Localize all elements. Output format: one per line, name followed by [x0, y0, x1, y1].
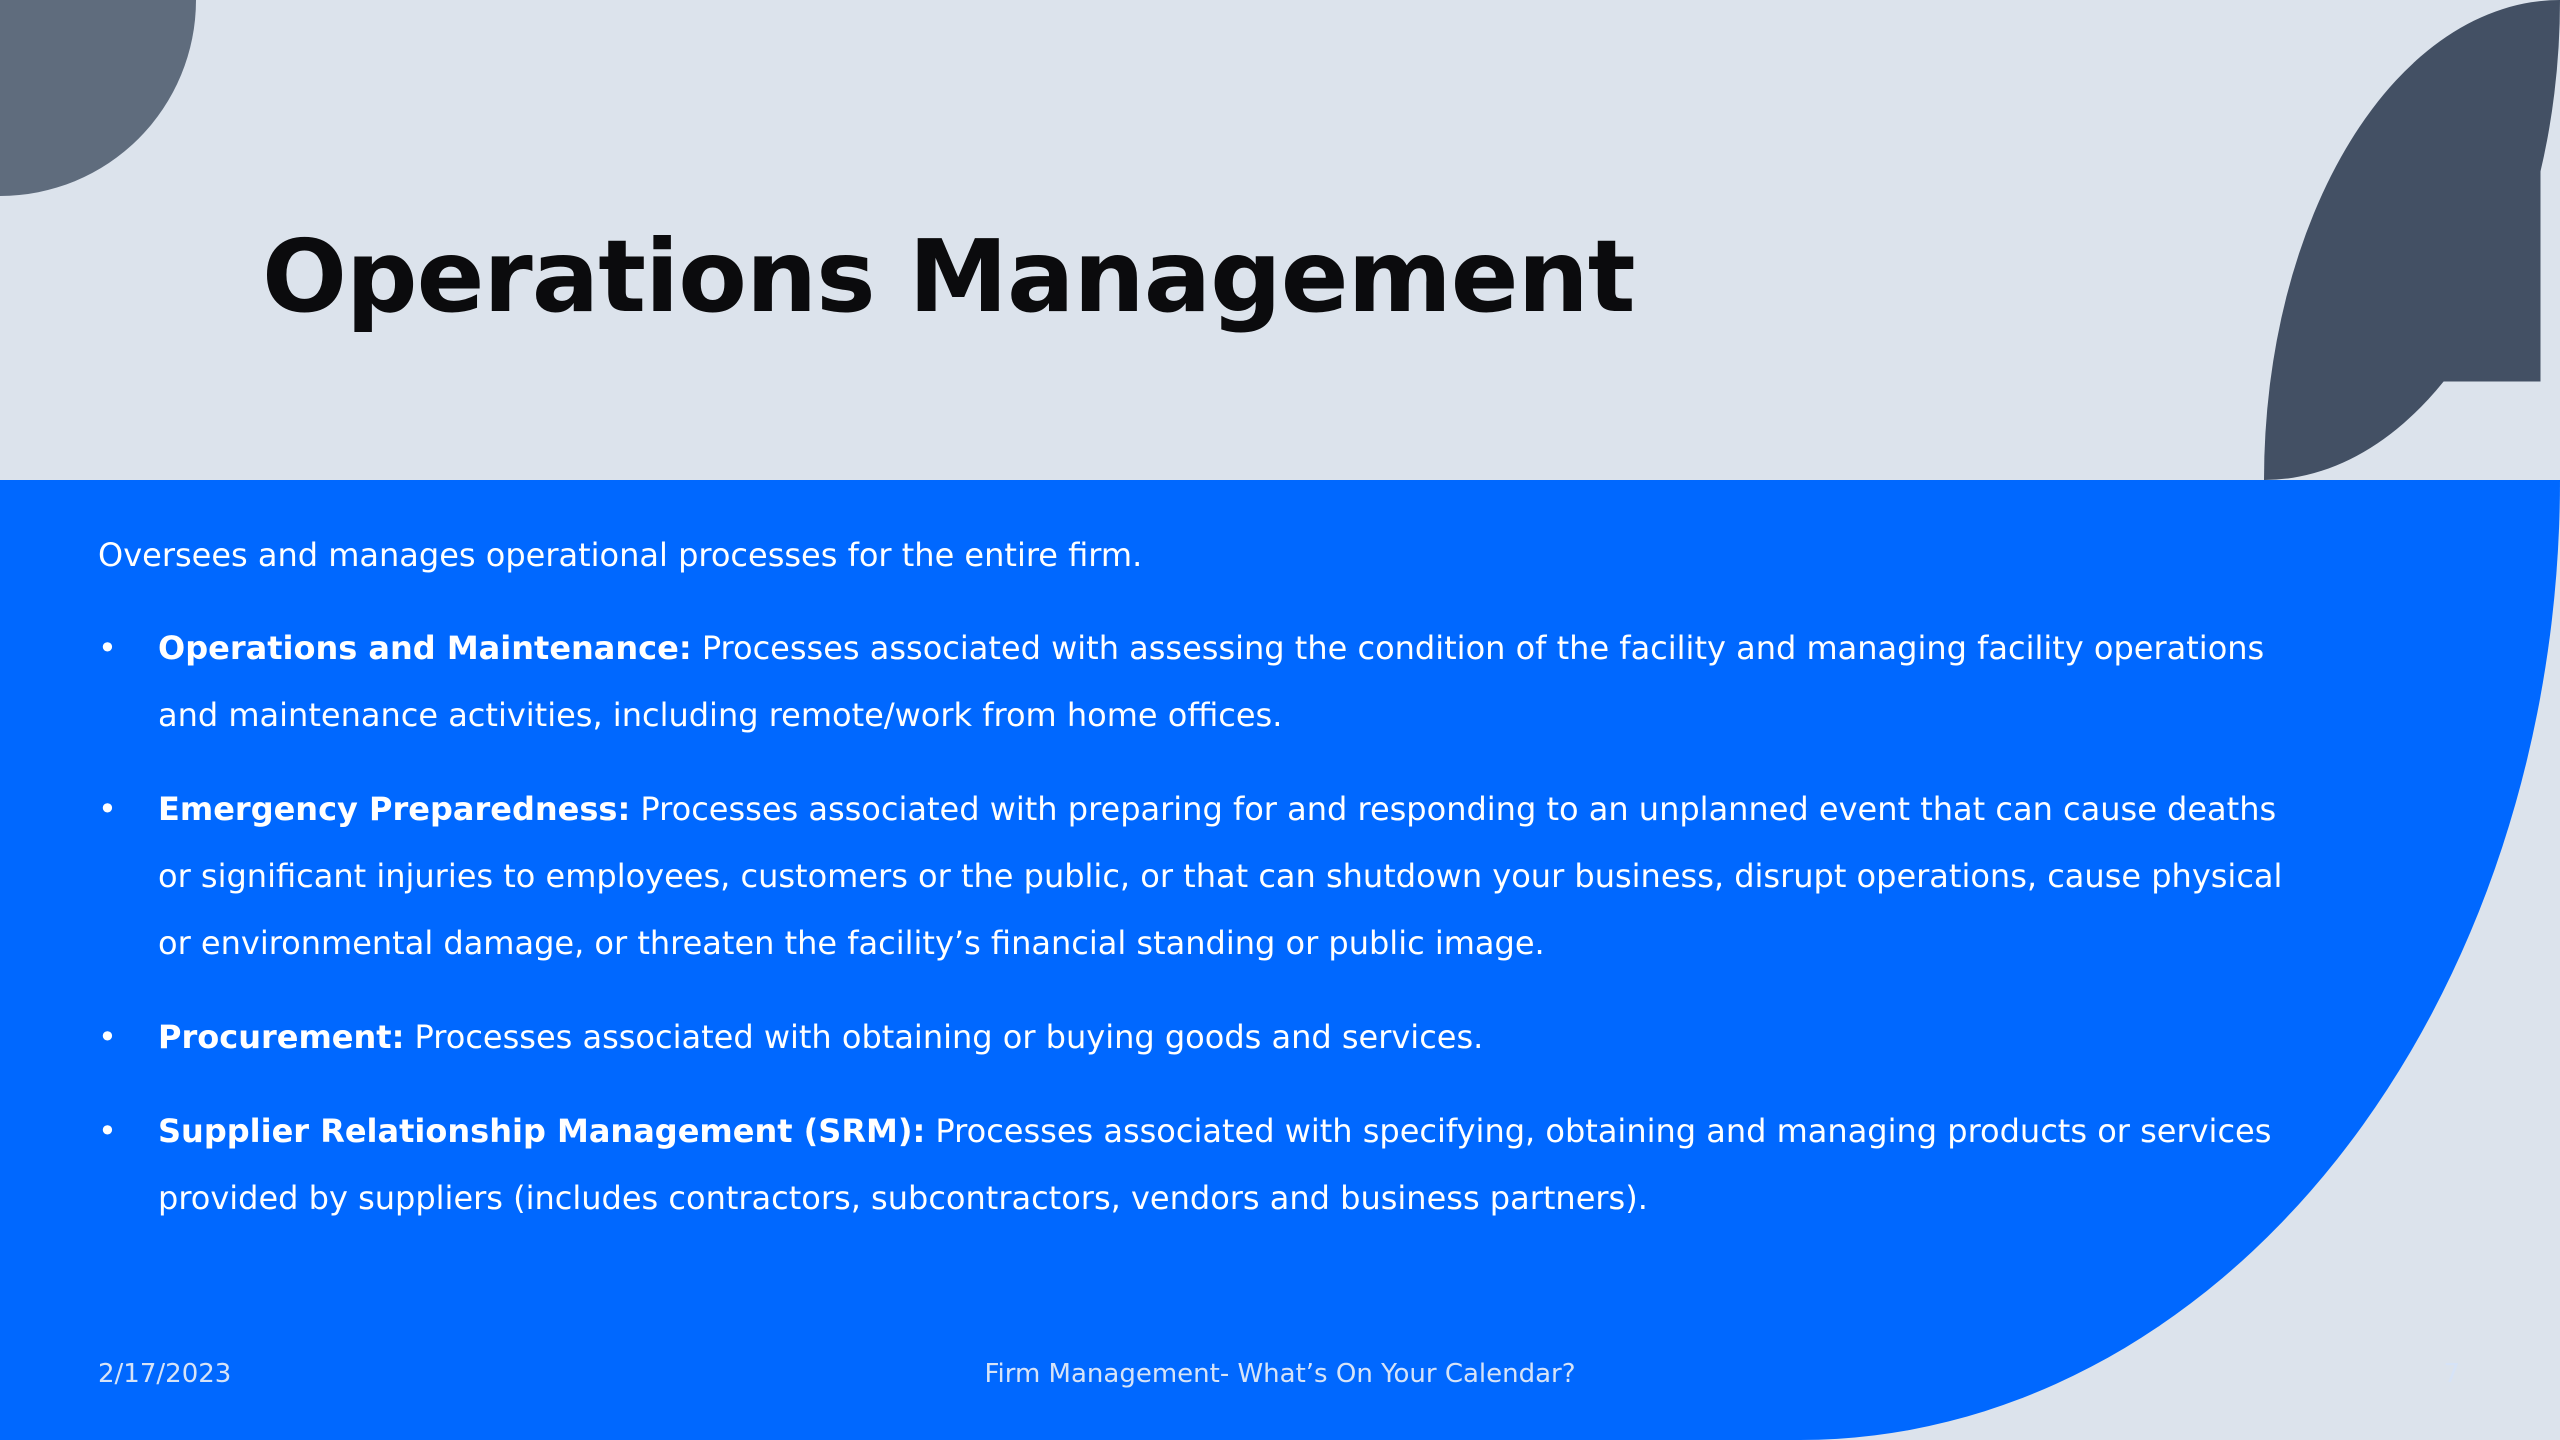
footer-title: Firm Management- What’s On Your Calendar?	[984, 1359, 1576, 1389]
bullet-icon: •	[98, 790, 117, 828]
bullet-term: Operations and Maintenance:	[158, 629, 692, 667]
slide-title: Operations Management	[262, 218, 1635, 335]
bullet-operations-maintenance	[98, 615, 2298, 749]
top-left-decorative-shape	[0, 0, 196, 196]
bullet-term: Supplier Relationship Management (SRM):	[158, 1112, 926, 1150]
intro-text: Oversees and manages operational processes for the entire firm.	[98, 536, 1143, 574]
slide-number: 7	[2443, 1359, 2460, 1389]
bullet-supplier-relationship-management	[98, 1098, 2298, 1232]
footer-date: 2/17/2023	[98, 1359, 232, 1389]
bullet-text: Processes associated with specifying, obtaining and managing products or services provided by suppliers (includes contractors, subcontractors, vendors and business partners).	[158, 1112, 2272, 1217]
slide-body	[98, 522, 2298, 1259]
bullet-icon: •	[98, 629, 117, 667]
bullet-text: Processes associated with preparing for and responding to an unplanned event that can cause deaths or significant injuries to employees, customers or the public, or that can shutdown your business, disrupt operations, cause physical or environmental damage, or threaten the facility’s financial standing or public image.	[158, 790, 2283, 962]
bullet-list	[98, 615, 2298, 1232]
bullet-term: Emergency Preparedness:	[158, 790, 631, 828]
top-right-decorative-shape	[2264, 0, 2560, 480]
bullet-text: Processes associated with obtaining or buying goods and services.	[404, 1018, 1484, 1056]
bullet-emergency-preparedness	[98, 776, 2298, 977]
bullet-procurement	[98, 1004, 2298, 1071]
bullet-icon: •	[98, 1112, 117, 1150]
bullet-icon: •	[98, 1018, 117, 1056]
bullet-text: Processes associated with assessing the condition of the facility and managing facility operations and maintenance activities, including remote/work from home offices.	[158, 629, 2265, 734]
bullet-term: Procurement:	[158, 1018, 405, 1056]
